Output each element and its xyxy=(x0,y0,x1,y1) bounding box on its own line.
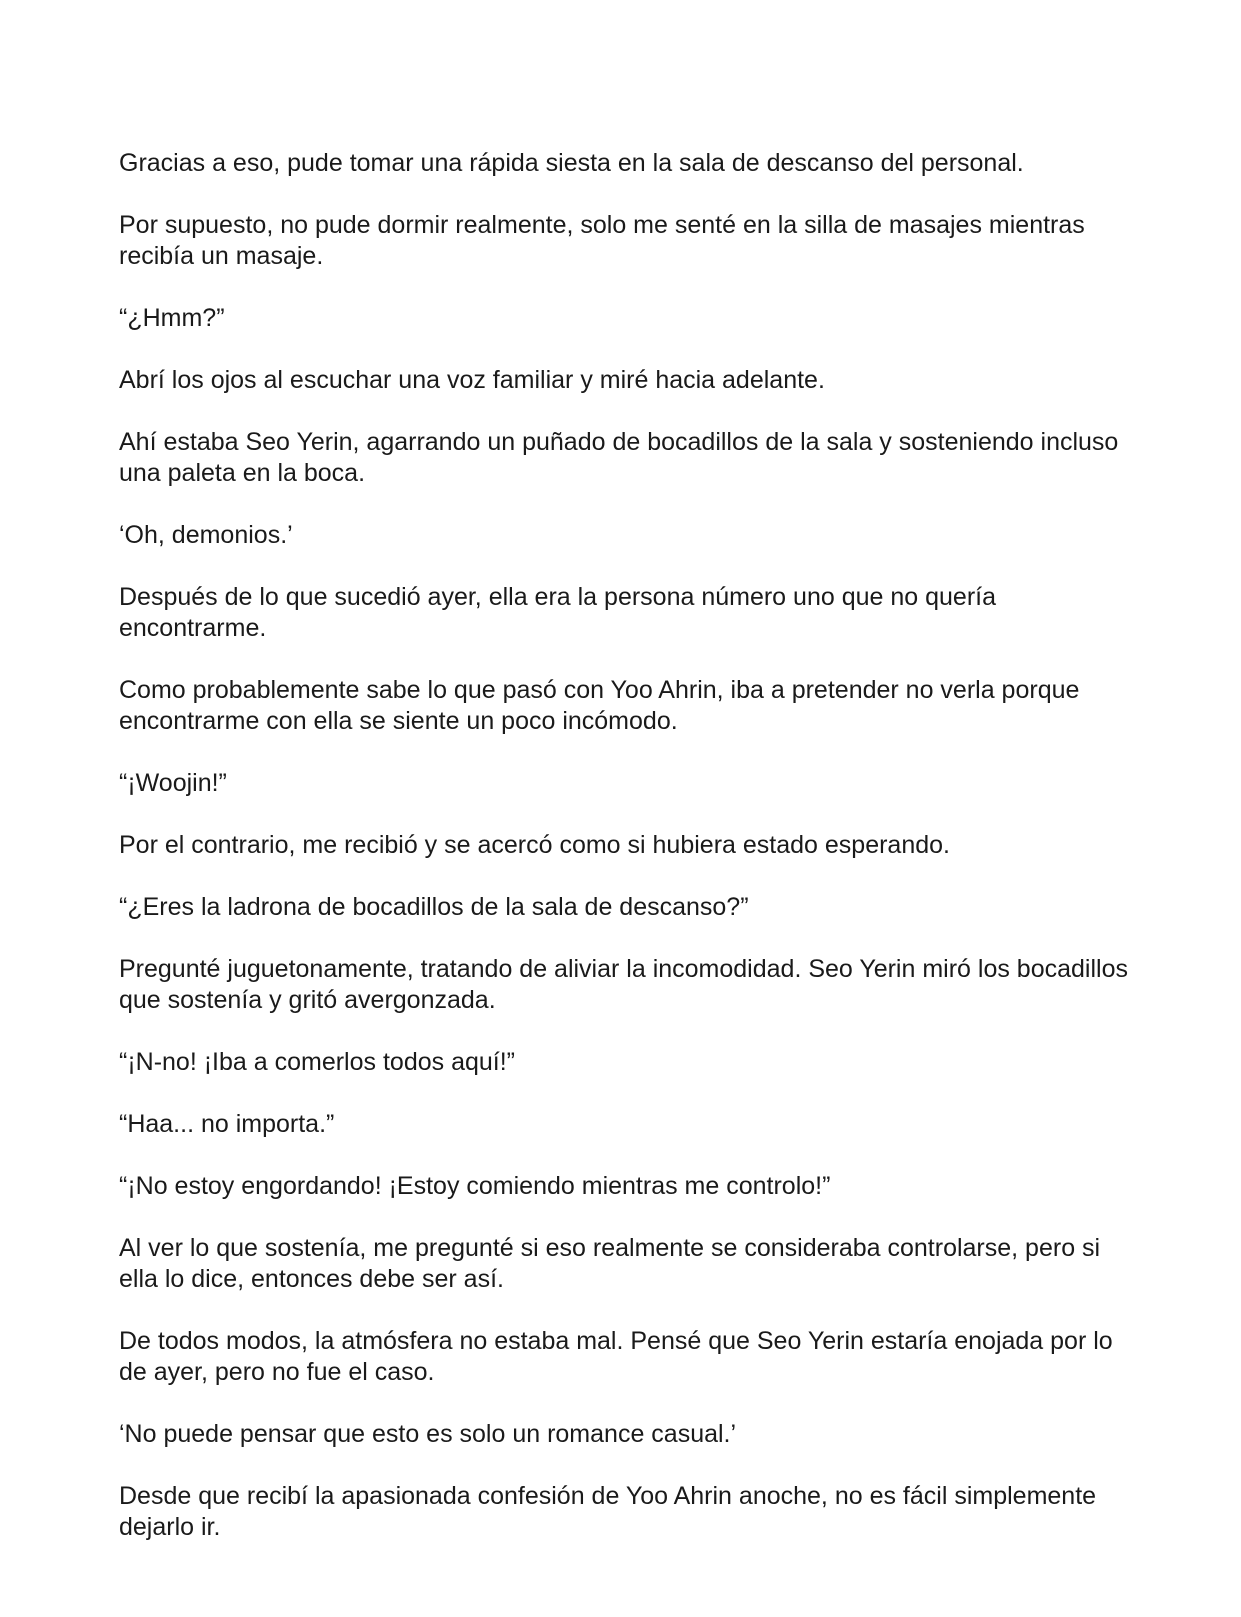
paragraph: Por el contrario, me recibió y se acercó como si hubiera estado esperando. xyxy=(119,831,950,859)
paragraph: Pregunté juguetonamente, tratando de aliviar la incomodidad. Seo Yerin miró los bocadillos que sostenía y gritó avergonzada. xyxy=(119,955,1128,1014)
paragraph: Abrí los ojos al escuchar una voz familiar y miré hacia adelante. xyxy=(119,366,825,394)
paragraph: Por supuesto, no pude dormir realmente, solo me senté en la silla de masajes mientras recibía un masaje. xyxy=(119,211,1085,270)
paragraph: Después de lo que sucedió ayer, ella era la persona número uno que no quería encontrarme. xyxy=(119,583,996,642)
paragraph: Gracias a eso, pude tomar una rápida siesta en la sala de descanso del personal. xyxy=(119,149,1024,177)
paragraph: Desde que recibí la apasionada confesión de Yoo Ahrin anoche, no es fácil simplemente dejarlo ir. xyxy=(119,1482,1097,1541)
paragraph: Al ver lo que sostenía, me pregunté si eso realmente se consideraba controlarse, pero si ella lo dice, entonces debe ser así. xyxy=(119,1234,1101,1293)
paragraph: “¡Woojin!” xyxy=(119,769,227,797)
document-body xyxy=(119,148,1129,1543)
paragraph: “¡N-no! ¡Iba a comerlos todos aquí!” xyxy=(119,1048,515,1076)
paragraph: “Haa... no importa.” xyxy=(119,1110,335,1138)
paragraph: “¿Hmm?” xyxy=(119,304,225,332)
paragraph: De todos modos, la atmósfera no estaba mal. Pensé que Seo Yerin estaría enojada por lo de ayer, pero no fue el caso. xyxy=(119,1327,1113,1386)
paragraph: ‘No puede pensar que esto es solo un romance casual.’ xyxy=(119,1420,737,1448)
paragraph: ‘Oh, demonios.’ xyxy=(119,521,293,549)
paragraph: “¿Eres la ladrona de bocadillos de la sala de descanso?” xyxy=(119,893,749,921)
paragraph: Ahí estaba Seo Yerin, agarrando un puñado de bocadillos de la sala y sosteniendo incluso una paleta en la boca. xyxy=(119,428,1119,487)
paragraph: Como probablemente sabe lo que pasó con Yoo Ahrin, iba a pretender no verla porque encontrarme con ella se siente un poco incómodo. xyxy=(119,676,1080,735)
paragraph: “¡No estoy engordando! ¡Estoy comiendo mientras me controlo!” xyxy=(119,1172,831,1200)
